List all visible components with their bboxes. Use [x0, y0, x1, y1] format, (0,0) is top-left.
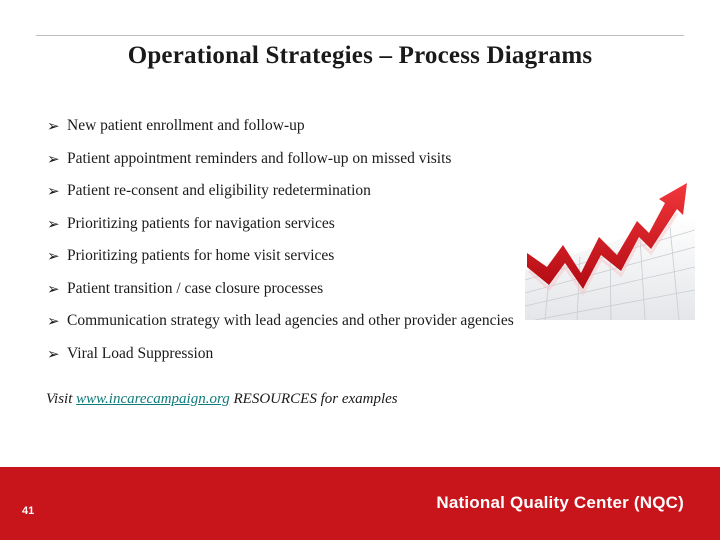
- top-rule: [36, 35, 684, 36]
- bullet-text: Prioritizing patients for navigation services: [67, 214, 335, 232]
- visit-line: [46, 391, 398, 408]
- bullet-list: [47, 110, 587, 370]
- arrowhead-bullet-icon: ➢: [47, 117, 60, 136]
- slide-title: Operational Strategies – Process Diagrams: [127, 42, 593, 69]
- bullet-item: [47, 305, 587, 338]
- arrowhead-bullet-icon: ➢: [47, 149, 60, 168]
- bullet-text: Patient appointment reminders and follow-up on missed visits: [67, 149, 452, 167]
- bullet-item: [47, 143, 587, 176]
- bullet-text: Viral Load Suppression: [67, 344, 214, 362]
- bullet-text: Patient transition / case closure processes: [67, 279, 324, 297]
- arrowhead-bullet-icon: ➢: [47, 182, 60, 201]
- bullet-item: [47, 175, 587, 208]
- bullet-text: Patient re-consent and eligibility redetermination: [67, 182, 371, 200]
- arrowhead-bullet-icon: ➢: [47, 247, 60, 266]
- resources-link[interactable]: www.incarecampaign.org: [76, 391, 230, 407]
- bullet-item: [47, 273, 587, 306]
- bullet-item: [47, 240, 587, 273]
- organization-name: National Quality Center (NQC): [436, 493, 684, 512]
- bullet-text: New patient enrollment and follow-up: [67, 117, 305, 135]
- arrowhead-bullet-icon: ➢: [47, 344, 60, 363]
- bullet-item: [47, 338, 587, 371]
- arrowhead-bullet-icon: ➢: [47, 279, 60, 298]
- arrowhead-bullet-icon: ➢: [47, 312, 60, 331]
- bullet-item: [47, 110, 587, 143]
- bullet-item: [47, 208, 587, 241]
- bullet-text: Communication strategy with lead agencies and other provider agencies: [67, 312, 514, 330]
- bullet-text: Prioritizing patients for home visit services: [67, 247, 335, 265]
- visit-suffix: RESOURCES for examples: [229, 391, 398, 407]
- rising-red-arrow-chart: [525, 175, 695, 320]
- arrowhead-bullet-icon: ➢: [47, 214, 60, 233]
- visit-prefix: Visit: [46, 391, 77, 407]
- page-number: 41: [22, 505, 35, 517]
